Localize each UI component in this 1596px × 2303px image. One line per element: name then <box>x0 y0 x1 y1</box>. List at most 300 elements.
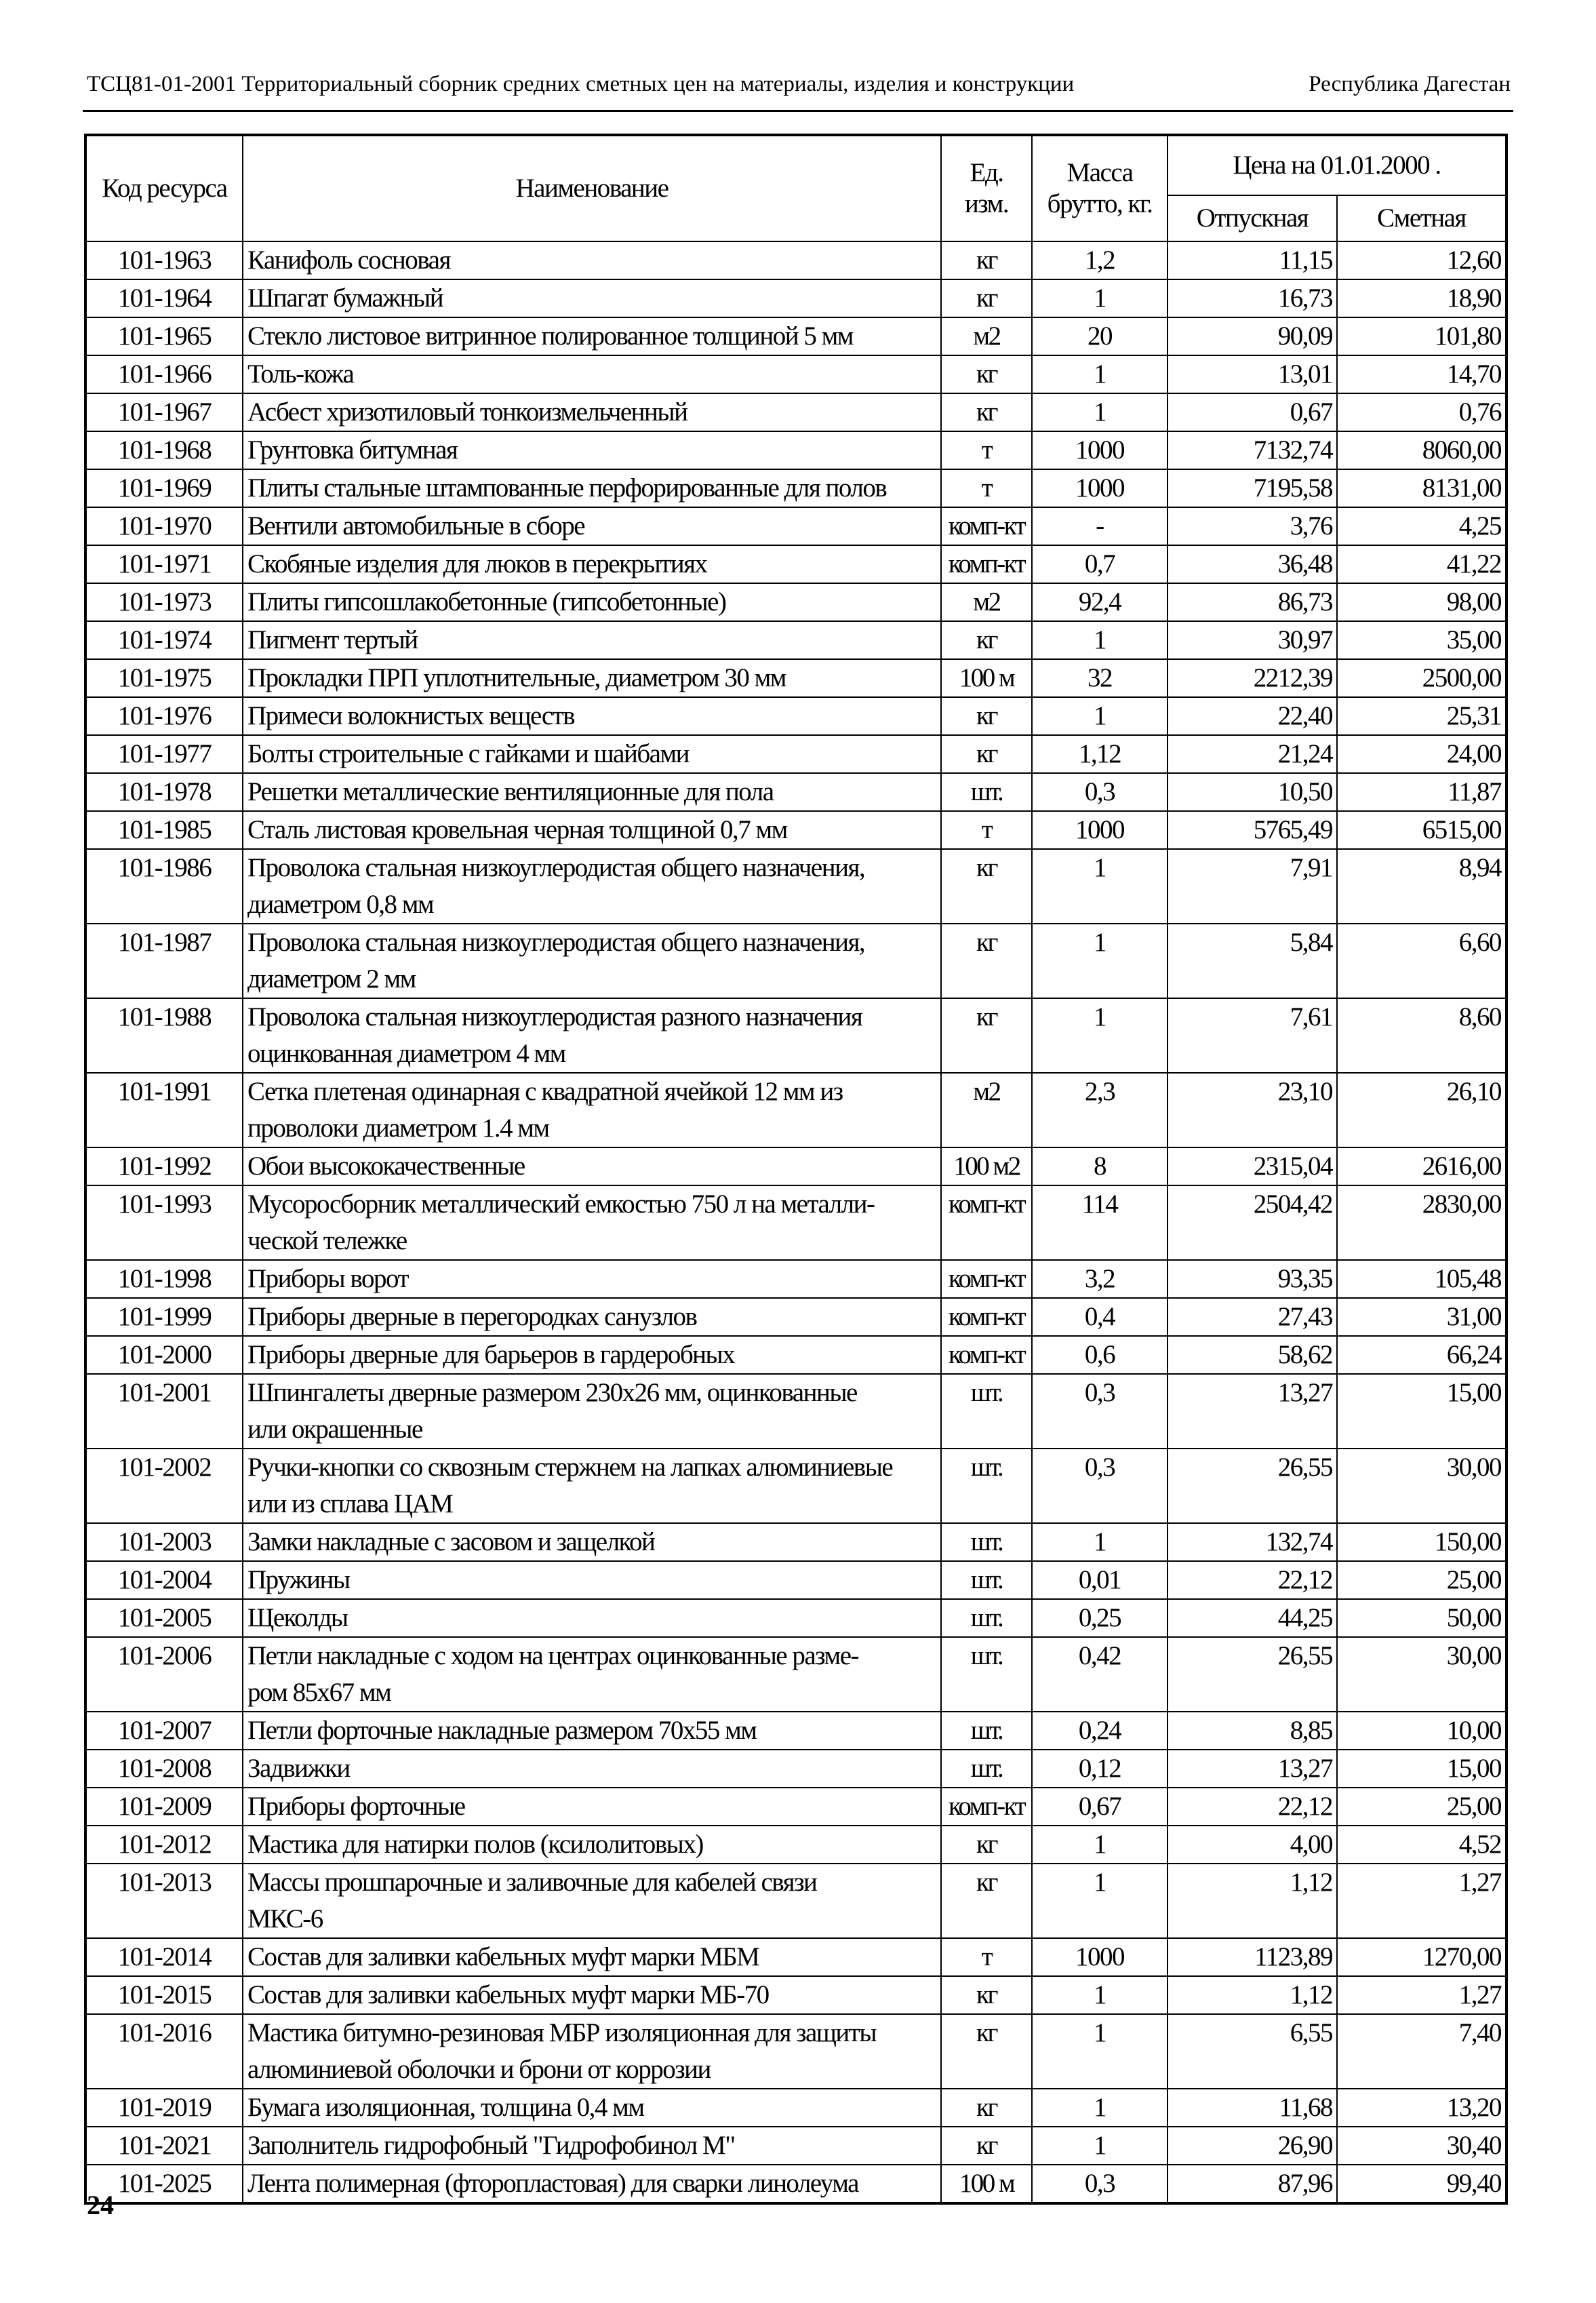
cell-mass: 1 <box>1032 355 1168 393</box>
cell-unit: кг <box>941 735 1032 773</box>
cell-mass: 1 <box>1032 998 1168 1073</box>
cell-code: 101-2014 <box>85 1938 243 1976</box>
cell-code: 101-1967 <box>85 393 243 431</box>
cell-estimate-price: 2500,00 <box>1337 659 1507 697</box>
cell-release-price: 86,73 <box>1168 583 1337 621</box>
cell-name <box>243 1374 941 1449</box>
cell-estimate-price: 4,52 <box>1337 1826 1507 1864</box>
cell-estimate-price: 50,00 <box>1337 1599 1507 1637</box>
cell-mass: 1 <box>1032 1976 1168 2014</box>
cell-release-price: 26,55 <box>1168 1637 1337 1712</box>
cell-unit: кг <box>941 849 1032 924</box>
cell-estimate-price: 15,00 <box>1337 1750 1507 1788</box>
price-table <box>84 134 1508 2205</box>
table-row <box>85 1185 1507 1260</box>
cell-unit: кг <box>941 1976 1032 2014</box>
cell-code: 101-1999 <box>85 1298 243 1336</box>
cell-name-line: Толь-кожа <box>247 359 354 389</box>
cell-mass: 1,12 <box>1032 735 1168 773</box>
table-row <box>85 1073 1507 1147</box>
cell-mass: 0,3 <box>1032 2165 1168 2203</box>
cell-name <box>243 583 941 621</box>
cell-estimate-price: 66,24 <box>1337 1336 1507 1374</box>
table-row <box>85 1938 1507 1976</box>
cell-code: 101-1965 <box>85 317 243 355</box>
cell-name-line: Состав для заливки кабельных муфт марки МБ-70 <box>247 1980 769 2009</box>
cell-release-price: 11,68 <box>1168 2089 1337 2127</box>
cell-name-line: Шпагат бумажный <box>247 283 443 313</box>
cell-name-line: Заполнитель гидрофобный "Гидрофобинол М" <box>247 2131 735 2160</box>
cell-release-price: 26,90 <box>1168 2127 1337 2165</box>
cell-name-line: Болты строительные с гайками и шайбами <box>247 739 690 768</box>
cell-unit: т <box>941 1938 1032 1976</box>
cell-name-line: Проволока стальная низкоуглеродистая общего назначения, <box>247 928 865 957</box>
table-row <box>85 1599 1507 1637</box>
cell-unit: кг <box>941 355 1032 393</box>
cell-code: 101-1970 <box>85 507 243 545</box>
cell-code: 101-1968 <box>85 431 243 469</box>
cell-code: 101-2007 <box>85 1712 243 1750</box>
table-row <box>85 317 1507 355</box>
cell-code: 101-1974 <box>85 621 243 659</box>
cell-name-line: или из сплава ЦАМ <box>247 1489 453 1518</box>
cell-mass: 0,24 <box>1032 1712 1168 1750</box>
cell-code: 101-2000 <box>85 1336 243 1374</box>
cell-name <box>243 279 941 317</box>
cell-name <box>243 697 941 735</box>
table-row <box>85 924 1507 998</box>
cell-unit: комп-кт <box>941 1336 1032 1374</box>
cell-name-line: алюминиевой оболочки и брони от коррозии <box>247 2055 711 2084</box>
cell-unit: кг <box>941 697 1032 735</box>
cell-mass: 92,4 <box>1032 583 1168 621</box>
page-number: 24 <box>87 2190 114 2220</box>
table-row <box>85 849 1507 924</box>
table-row <box>85 621 1507 659</box>
cell-mass: 114 <box>1032 1185 1168 1260</box>
cell-unit: комп-кт <box>941 1185 1032 1260</box>
cell-unit: 100 м2 <box>941 1147 1032 1185</box>
cell-name <box>243 849 941 924</box>
cell-release-price: 22,12 <box>1168 1561 1337 1599</box>
table-row <box>85 697 1507 735</box>
cell-release-price: 2504,42 <box>1168 1185 1337 1260</box>
cell-name-line: Приборы форточные <box>247 1792 465 1821</box>
table-row <box>85 735 1507 773</box>
table-row <box>85 2165 1507 2203</box>
table-row <box>85 1147 1507 1185</box>
cell-release-price: 132,74 <box>1168 1523 1337 1561</box>
header-region: Республика Дагестан <box>1309 72 1511 96</box>
cell-release-price: 36,48 <box>1168 545 1337 583</box>
cell-name <box>243 1336 941 1374</box>
cell-release-price: 4,00 <box>1168 1826 1337 1864</box>
cell-name-line: Канифоль сосновая <box>247 245 450 275</box>
cell-name-line: ром 85х67 мм <box>247 1678 391 1707</box>
cell-name-line: диаметром 2 мм <box>247 964 416 993</box>
cell-estimate-price: 0,76 <box>1337 393 1507 431</box>
cell-estimate-price: 6,60 <box>1337 924 1507 998</box>
cell-estimate-price: 30,00 <box>1337 1637 1507 1712</box>
table-row <box>85 1298 1507 1336</box>
cell-code: 101-1964 <box>85 279 243 317</box>
table-row <box>85 1976 1507 2014</box>
cell-code: 101-2013 <box>85 1864 243 1938</box>
cell-release-price: 87,96 <box>1168 2165 1337 2203</box>
cell-mass: 1 <box>1032 393 1168 431</box>
cell-code: 101-2025 <box>85 2165 243 2203</box>
cell-code: 101-2021 <box>85 2127 243 2165</box>
cell-estimate-price: 8131,00 <box>1337 469 1507 507</box>
cell-release-price: 13,01 <box>1168 355 1337 393</box>
cell-release-price: 30,97 <box>1168 621 1337 659</box>
cell-mass: 1 <box>1032 697 1168 735</box>
cell-mass: 0,12 <box>1032 1750 1168 1788</box>
cell-mass: 1 <box>1032 621 1168 659</box>
cell-code: 101-1978 <box>85 773 243 811</box>
cell-release-price: 44,25 <box>1168 1599 1337 1637</box>
cell-unit: т <box>941 811 1032 849</box>
cell-code: 101-2015 <box>85 1976 243 2014</box>
cell-name <box>243 469 941 507</box>
cell-name <box>243 507 941 545</box>
cell-name <box>243 545 941 583</box>
cell-name-line: диаметром 0,8 мм <box>247 890 434 919</box>
cell-name-line: ческой тележке <box>247 1226 407 1255</box>
cell-name <box>243 2014 941 2089</box>
cell-name-line: Плиты стальные штампованные перфорированные для полов <box>247 473 887 503</box>
cell-name <box>243 1750 941 1788</box>
cell-mass: 20 <box>1032 317 1168 355</box>
column-header-name: Наименование <box>243 135 941 241</box>
cell-release-price: 7195,58 <box>1168 469 1337 507</box>
table-row <box>85 507 1507 545</box>
column-header-mass: Масса брутто, кг. <box>1032 135 1168 241</box>
cell-name <box>243 1637 941 1712</box>
cell-release-price: 11,15 <box>1168 241 1337 279</box>
cell-unit: м2 <box>941 317 1032 355</box>
cell-name <box>243 735 941 773</box>
cell-name-line: Вентили автомобильные в сборе <box>247 511 585 540</box>
cell-name <box>243 811 941 849</box>
cell-release-price: 13,27 <box>1168 1750 1337 1788</box>
cell-estimate-price: 2830,00 <box>1337 1185 1507 1260</box>
cell-release-price: 6,55 <box>1168 2014 1337 2089</box>
cell-release-price: 16,73 <box>1168 279 1337 317</box>
cell-release-price: 13,27 <box>1168 1374 1337 1449</box>
table-row <box>85 279 1507 317</box>
cell-name <box>243 1185 941 1260</box>
cell-mass: 0,3 <box>1032 1374 1168 1449</box>
cell-code: 101-2003 <box>85 1523 243 1561</box>
cell-code: 101-2002 <box>85 1449 243 1523</box>
cell-release-price: 2315,04 <box>1168 1147 1337 1185</box>
cell-name <box>243 1147 941 1185</box>
cell-name <box>243 393 941 431</box>
table-row <box>85 469 1507 507</box>
cell-estimate-price: 105,48 <box>1337 1260 1507 1298</box>
cell-name-line: Плиты гипсошлакобетонные (гипсобетонные) <box>247 587 726 616</box>
table-row <box>85 773 1507 811</box>
cell-estimate-price: 13,20 <box>1337 2089 1507 2127</box>
cell-mass: - <box>1032 507 1168 545</box>
table-row <box>85 393 1507 431</box>
cell-name-line: или окрашенные <box>247 1415 422 1444</box>
cell-unit: 100 м <box>941 659 1032 697</box>
cell-code: 101-1991 <box>85 1073 243 1147</box>
table-row <box>85 1561 1507 1599</box>
cell-name <box>243 1864 941 1938</box>
cell-code: 101-1969 <box>85 469 243 507</box>
table-row <box>85 998 1507 1073</box>
cell-name-line: Проволока стальная низкоуглеродистая общего назначения, <box>247 853 865 882</box>
cell-name-line: Пигмент тертый <box>247 625 418 654</box>
cell-estimate-price: 35,00 <box>1337 621 1507 659</box>
cell-unit: т <box>941 431 1032 469</box>
cell-estimate-price: 8,94 <box>1337 849 1507 924</box>
cell-release-price: 26,55 <box>1168 1449 1337 1523</box>
cell-name-line: Примеси волокнистых веществ <box>247 701 575 730</box>
cell-code: 101-1977 <box>85 735 243 773</box>
cell-name <box>243 998 941 1073</box>
cell-code: 101-2009 <box>85 1788 243 1826</box>
cell-name-line: Приборы дверные для барьеров в гардеробных <box>247 1340 735 1369</box>
cell-mass: 1,2 <box>1032 241 1168 279</box>
cell-unit: кг <box>941 393 1032 431</box>
cell-unit: кг <box>941 621 1032 659</box>
cell-release-price: 21,24 <box>1168 735 1337 773</box>
cell-estimate-price: 18,90 <box>1337 279 1507 317</box>
cell-unit: комп-кт <box>941 545 1032 583</box>
cell-name-line: Проволока стальная низкоуглеродистая разного назначения <box>247 1002 862 1031</box>
cell-name-line: Ручки-кнопки со сквозным стержнем на лапках алюминиевые <box>247 1453 893 1482</box>
cell-unit: кг <box>941 279 1032 317</box>
cell-estimate-price: 8060,00 <box>1337 431 1507 469</box>
cell-unit: шт. <box>941 1637 1032 1712</box>
table-row <box>85 1637 1507 1712</box>
table-row <box>85 431 1507 469</box>
table-row <box>85 241 1507 279</box>
cell-code: 101-2005 <box>85 1599 243 1637</box>
cell-estimate-price: 31,00 <box>1337 1298 1507 1336</box>
table-row <box>85 2089 1507 2127</box>
table-row <box>85 1750 1507 1788</box>
cell-mass: 1 <box>1032 849 1168 924</box>
cell-name-line: Стекло листовое витринное полированное толщиной 5 мм <box>247 321 853 351</box>
cell-release-price: 1,12 <box>1168 1864 1337 1938</box>
cell-unit: кг <box>941 1826 1032 1864</box>
cell-release-price: 2212,39 <box>1168 659 1337 697</box>
cell-code: 101-1975 <box>85 659 243 697</box>
cell-estimate-price: 1,27 <box>1337 1864 1507 1938</box>
table-row <box>85 545 1507 583</box>
cell-mass: 0,7 <box>1032 545 1168 583</box>
cell-name <box>243 1523 941 1561</box>
cell-mass: 2,3 <box>1032 1073 1168 1147</box>
cell-name <box>243 2127 941 2165</box>
cell-mass: 1000 <box>1032 811 1168 849</box>
cell-unit: кг <box>941 2089 1032 2127</box>
cell-unit: шт. <box>941 773 1032 811</box>
cell-unit: кг <box>941 2014 1032 2089</box>
cell-release-price: 1123,89 <box>1168 1938 1337 1976</box>
cell-mass: 0,25 <box>1032 1599 1168 1637</box>
cell-mass: 1000 <box>1032 469 1168 507</box>
header-divider <box>83 110 1513 112</box>
cell-unit: кг <box>941 924 1032 998</box>
cell-mass: 0,42 <box>1032 1637 1168 1712</box>
cell-name-line: Щеколды <box>247 1603 348 1632</box>
cell-estimate-price: 4,25 <box>1337 507 1507 545</box>
cell-name-line: Массы прошпарочные и заливочные для кабелей связи <box>247 1868 817 1897</box>
cell-name-line: Обои высококачественные <box>247 1152 525 1181</box>
cell-unit: т <box>941 469 1032 507</box>
table-row <box>85 1260 1507 1298</box>
cell-estimate-price: 1,27 <box>1337 1976 1507 2014</box>
cell-name <box>243 924 941 998</box>
cell-estimate-price: 30,00 <box>1337 1449 1507 1523</box>
cell-release-price: 7,91 <box>1168 849 1337 924</box>
cell-unit: кг <box>941 241 1032 279</box>
cell-release-price: 5765,49 <box>1168 811 1337 849</box>
cell-name <box>243 241 941 279</box>
cell-mass: 1 <box>1032 2014 1168 2089</box>
cell-name-line: Прокладки ПРП уплотнительные, диаметром 30 мм <box>247 663 786 692</box>
cell-unit: м2 <box>941 1073 1032 1147</box>
cell-name-line: Задвижки <box>247 1754 350 1783</box>
table-row <box>85 1788 1507 1826</box>
cell-unit: шт. <box>941 1712 1032 1750</box>
cell-name-line: оцинкованная диаметром 4 мм <box>247 1039 565 1068</box>
cell-name <box>243 1788 941 1826</box>
cell-release-price: 22,40 <box>1168 697 1337 735</box>
cell-estimate-price: 150,00 <box>1337 1523 1507 1561</box>
column-header-unit: Ед. изм. <box>941 135 1032 241</box>
cell-estimate-price: 24,00 <box>1337 735 1507 773</box>
cell-mass: 1 <box>1032 1864 1168 1938</box>
cell-unit: комп-кт <box>941 1788 1032 1826</box>
cell-mass: 0,4 <box>1032 1298 1168 1336</box>
cell-name-line: Лента полимерная (фторопластовая) для сварки линолеума <box>247 2169 858 2198</box>
cell-code: 101-1976 <box>85 697 243 735</box>
cell-name <box>243 1938 941 1976</box>
cell-estimate-price: 14,70 <box>1337 355 1507 393</box>
cell-release-price: 23,10 <box>1168 1073 1337 1147</box>
cell-release-price: 7132,74 <box>1168 431 1337 469</box>
cell-name-line: Грунтовка битумная <box>247 435 458 465</box>
cell-unit: 100 м <box>941 2165 1032 2203</box>
cell-estimate-price: 12,60 <box>1337 241 1507 279</box>
cell-estimate-price: 41,22 <box>1337 545 1507 583</box>
cell-code: 101-2004 <box>85 1561 243 1599</box>
cell-name-line: Асбест хризотиловый тонкоизмельченный <box>247 397 687 427</box>
cell-name <box>243 1260 941 1298</box>
cell-mass: 32 <box>1032 659 1168 697</box>
cell-estimate-price: 8,60 <box>1337 998 1507 1073</box>
cell-estimate-price: 30,40 <box>1337 2127 1507 2165</box>
cell-estimate-price: 1270,00 <box>1337 1938 1507 1976</box>
cell-name <box>243 317 941 355</box>
cell-code: 101-2012 <box>85 1826 243 1864</box>
cell-release-price: 0,67 <box>1168 393 1337 431</box>
cell-estimate-price: 15,00 <box>1337 1374 1507 1449</box>
cell-estimate-price: 101,80 <box>1337 317 1507 355</box>
cell-release-price: 1,12 <box>1168 1976 1337 2014</box>
header-title: ТСЦ81-01-2001 Территориальный сборник средних сметных цен на материалы, изделия и конструкции <box>87 72 1075 96</box>
cell-estimate-price: 99,40 <box>1337 2165 1507 2203</box>
cell-unit: кг <box>941 1864 1032 1938</box>
table-row <box>85 583 1507 621</box>
cell-unit: кг <box>941 998 1032 1073</box>
cell-release-price: 3,76 <box>1168 507 1337 545</box>
cell-release-price: 8,85 <box>1168 1712 1337 1750</box>
cell-mass: 1 <box>1032 1826 1168 1864</box>
cell-code: 101-2008 <box>85 1750 243 1788</box>
cell-estimate-price: 26,10 <box>1337 1073 1507 1147</box>
cell-release-price: 10,50 <box>1168 773 1337 811</box>
cell-estimate-price: 98,00 <box>1337 583 1507 621</box>
cell-mass: 1 <box>1032 1523 1168 1561</box>
cell-name-line: Скобяные изделия для люков в перекрытиях <box>247 549 707 578</box>
cell-estimate-price: 25,31 <box>1337 697 1507 735</box>
cell-code: 101-1987 <box>85 924 243 998</box>
cell-mass: 1 <box>1032 2089 1168 2127</box>
cell-name-line: Сетка плетеная одинарная с квадратной ячейкой 12 мм из <box>247 1077 843 1106</box>
cell-unit: шт. <box>941 1523 1032 1561</box>
column-header-release-price: Отпускная <box>1168 195 1337 241</box>
table-row <box>85 1864 1507 1938</box>
cell-mass: 0,3 <box>1032 773 1168 811</box>
cell-name <box>243 1976 941 2014</box>
cell-name <box>243 659 941 697</box>
cell-mass: 0,01 <box>1032 1561 1168 1599</box>
cell-name <box>243 431 941 469</box>
table-header <box>85 135 1507 241</box>
cell-code: 101-1998 <box>85 1260 243 1298</box>
cell-mass: 1000 <box>1032 431 1168 469</box>
cell-mass: 1 <box>1032 924 1168 998</box>
cell-release-price: 22,12 <box>1168 1788 1337 1826</box>
cell-name-line: Сталь листовая кровельная черная толщиной 0,7 мм <box>247 815 787 844</box>
cell-estimate-price: 7,40 <box>1337 2014 1507 2089</box>
cell-code: 101-1993 <box>85 1185 243 1260</box>
cell-code: 101-1985 <box>85 811 243 849</box>
cell-code: 101-2019 <box>85 2089 243 2127</box>
cell-mass: 1 <box>1032 2127 1168 2165</box>
table-row <box>85 1712 1507 1750</box>
column-header-price-group: Цена на 01.01.2000 . <box>1168 135 1507 195</box>
cell-unit: шт. <box>941 1449 1032 1523</box>
cell-name-line: Петли форточные накладные размером 70х55 мм <box>247 1716 757 1745</box>
cell-estimate-price: 10,00 <box>1337 1712 1507 1750</box>
cell-unit: комп-кт <box>941 1260 1032 1298</box>
cell-name <box>243 1073 941 1147</box>
cell-name-line: МКС-6 <box>247 1904 323 1933</box>
cell-mass: 8 <box>1032 1147 1168 1185</box>
cell-name-line: Приборы дверные в перегородках санузлов <box>247 1302 697 1331</box>
cell-name <box>243 1449 941 1523</box>
cell-mass: 0,3 <box>1032 1449 1168 1523</box>
cell-code: 101-1986 <box>85 849 243 924</box>
cell-name-line: Состав для заливки кабельных муфт марки МБМ <box>247 1942 759 1971</box>
cell-estimate-price: 25,00 <box>1337 1561 1507 1599</box>
cell-code: 101-1988 <box>85 998 243 1073</box>
cell-release-price: 5,84 <box>1168 924 1337 998</box>
cell-name <box>243 1561 941 1599</box>
cell-unit: шт. <box>941 1374 1032 1449</box>
cell-mass: 1000 <box>1032 1938 1168 1976</box>
cell-code: 101-2006 <box>85 1637 243 1712</box>
